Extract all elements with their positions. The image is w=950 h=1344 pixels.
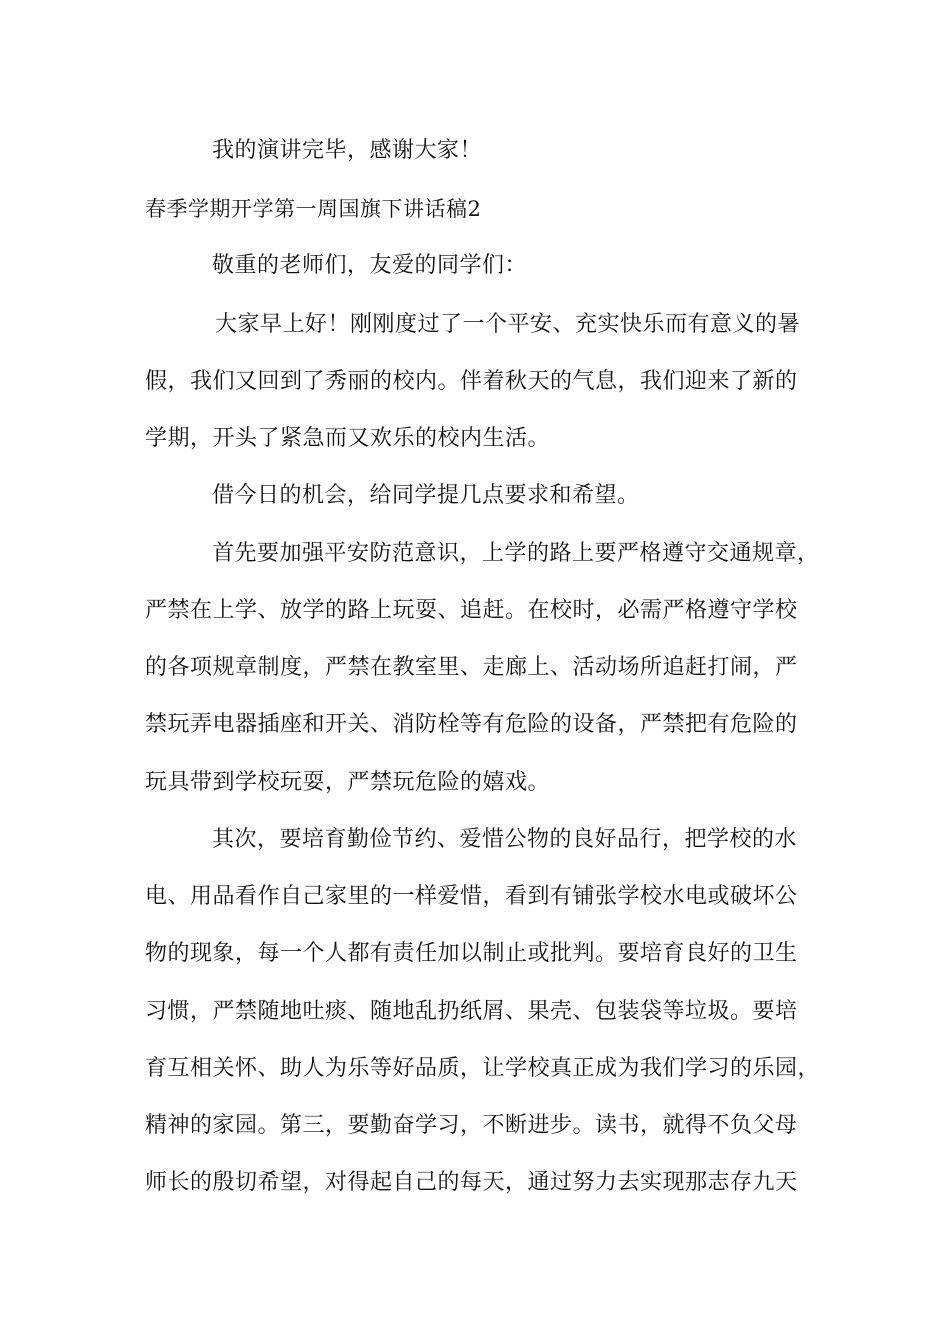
paragraph-line: 电、用品看作自己家里的一样爱惜，看到有铺张学校水电或破坏公 [145,884,798,909]
paragraph-line: 物的现象，每一个人都有责任加以制止或批判。要培育良好的卫生 [145,941,798,966]
paragraph-line: 借今日的机会，给同学提几点要求和希望。 [212,483,640,508]
paragraph-line: 其次，要培育勤俭节约、爱惜公物的良好品行，把学校的水 [212,827,798,852]
paragraph-line: 精神的家园。第三，要勤奋学习，不断进步。读书，就得不负父母 [145,1113,798,1138]
paragraph-line: 禁玩弄电器插座和开关、消防栓等有危险的设备，严禁把有危险的 [145,712,798,737]
paragraph-line: 严禁在上学、放学的路上玩耍、追赶。在校时，必需严格遵守学校 [145,598,798,623]
paragraph-line: 习惯，严禁随地吐痰、随地乱扔纸屑、果壳、包装袋等垃圾。要培 [145,999,798,1024]
closing-line: 我的演讲完毕，感谢大家！ [212,138,483,163]
paragraph-line: 玩具带到学校玩耍，严禁玩危险的嬉戏。 [145,770,551,795]
paragraph-line: 首先要加强平安防范意识，上学的路上要严格遵守交通规章， [212,541,820,566]
document-title: 春季学期开学第一周国旗下讲话稿2 [145,197,482,221]
paragraph-line: 假，我们又回到了秀丽的校内。伴着秋天的气息，我们迎来了新的 [145,369,798,394]
salutation-line: 敬重的老师们，友爱的同学们： [212,253,528,278]
paragraph-line: 学期，开头了紧急而又欢乐的校内生活。 [145,426,551,451]
paragraph-line: 育互相关怀、助人为乐等好品质，让学校真正成为我们学习的乐园， [145,1056,821,1081]
paragraph-line: 的各项规章制度，严禁在教室里、走廊上、活动场所追赶打闹，严 [145,655,798,680]
paragraph-line: 大家早上好！刚刚度过了一个平安、充实快乐而有意义的暑 [215,312,801,337]
paragraph-line: 师长的殷切希望，对得起自己的每天，通过努力去实现那志存九天 [145,1170,798,1195]
